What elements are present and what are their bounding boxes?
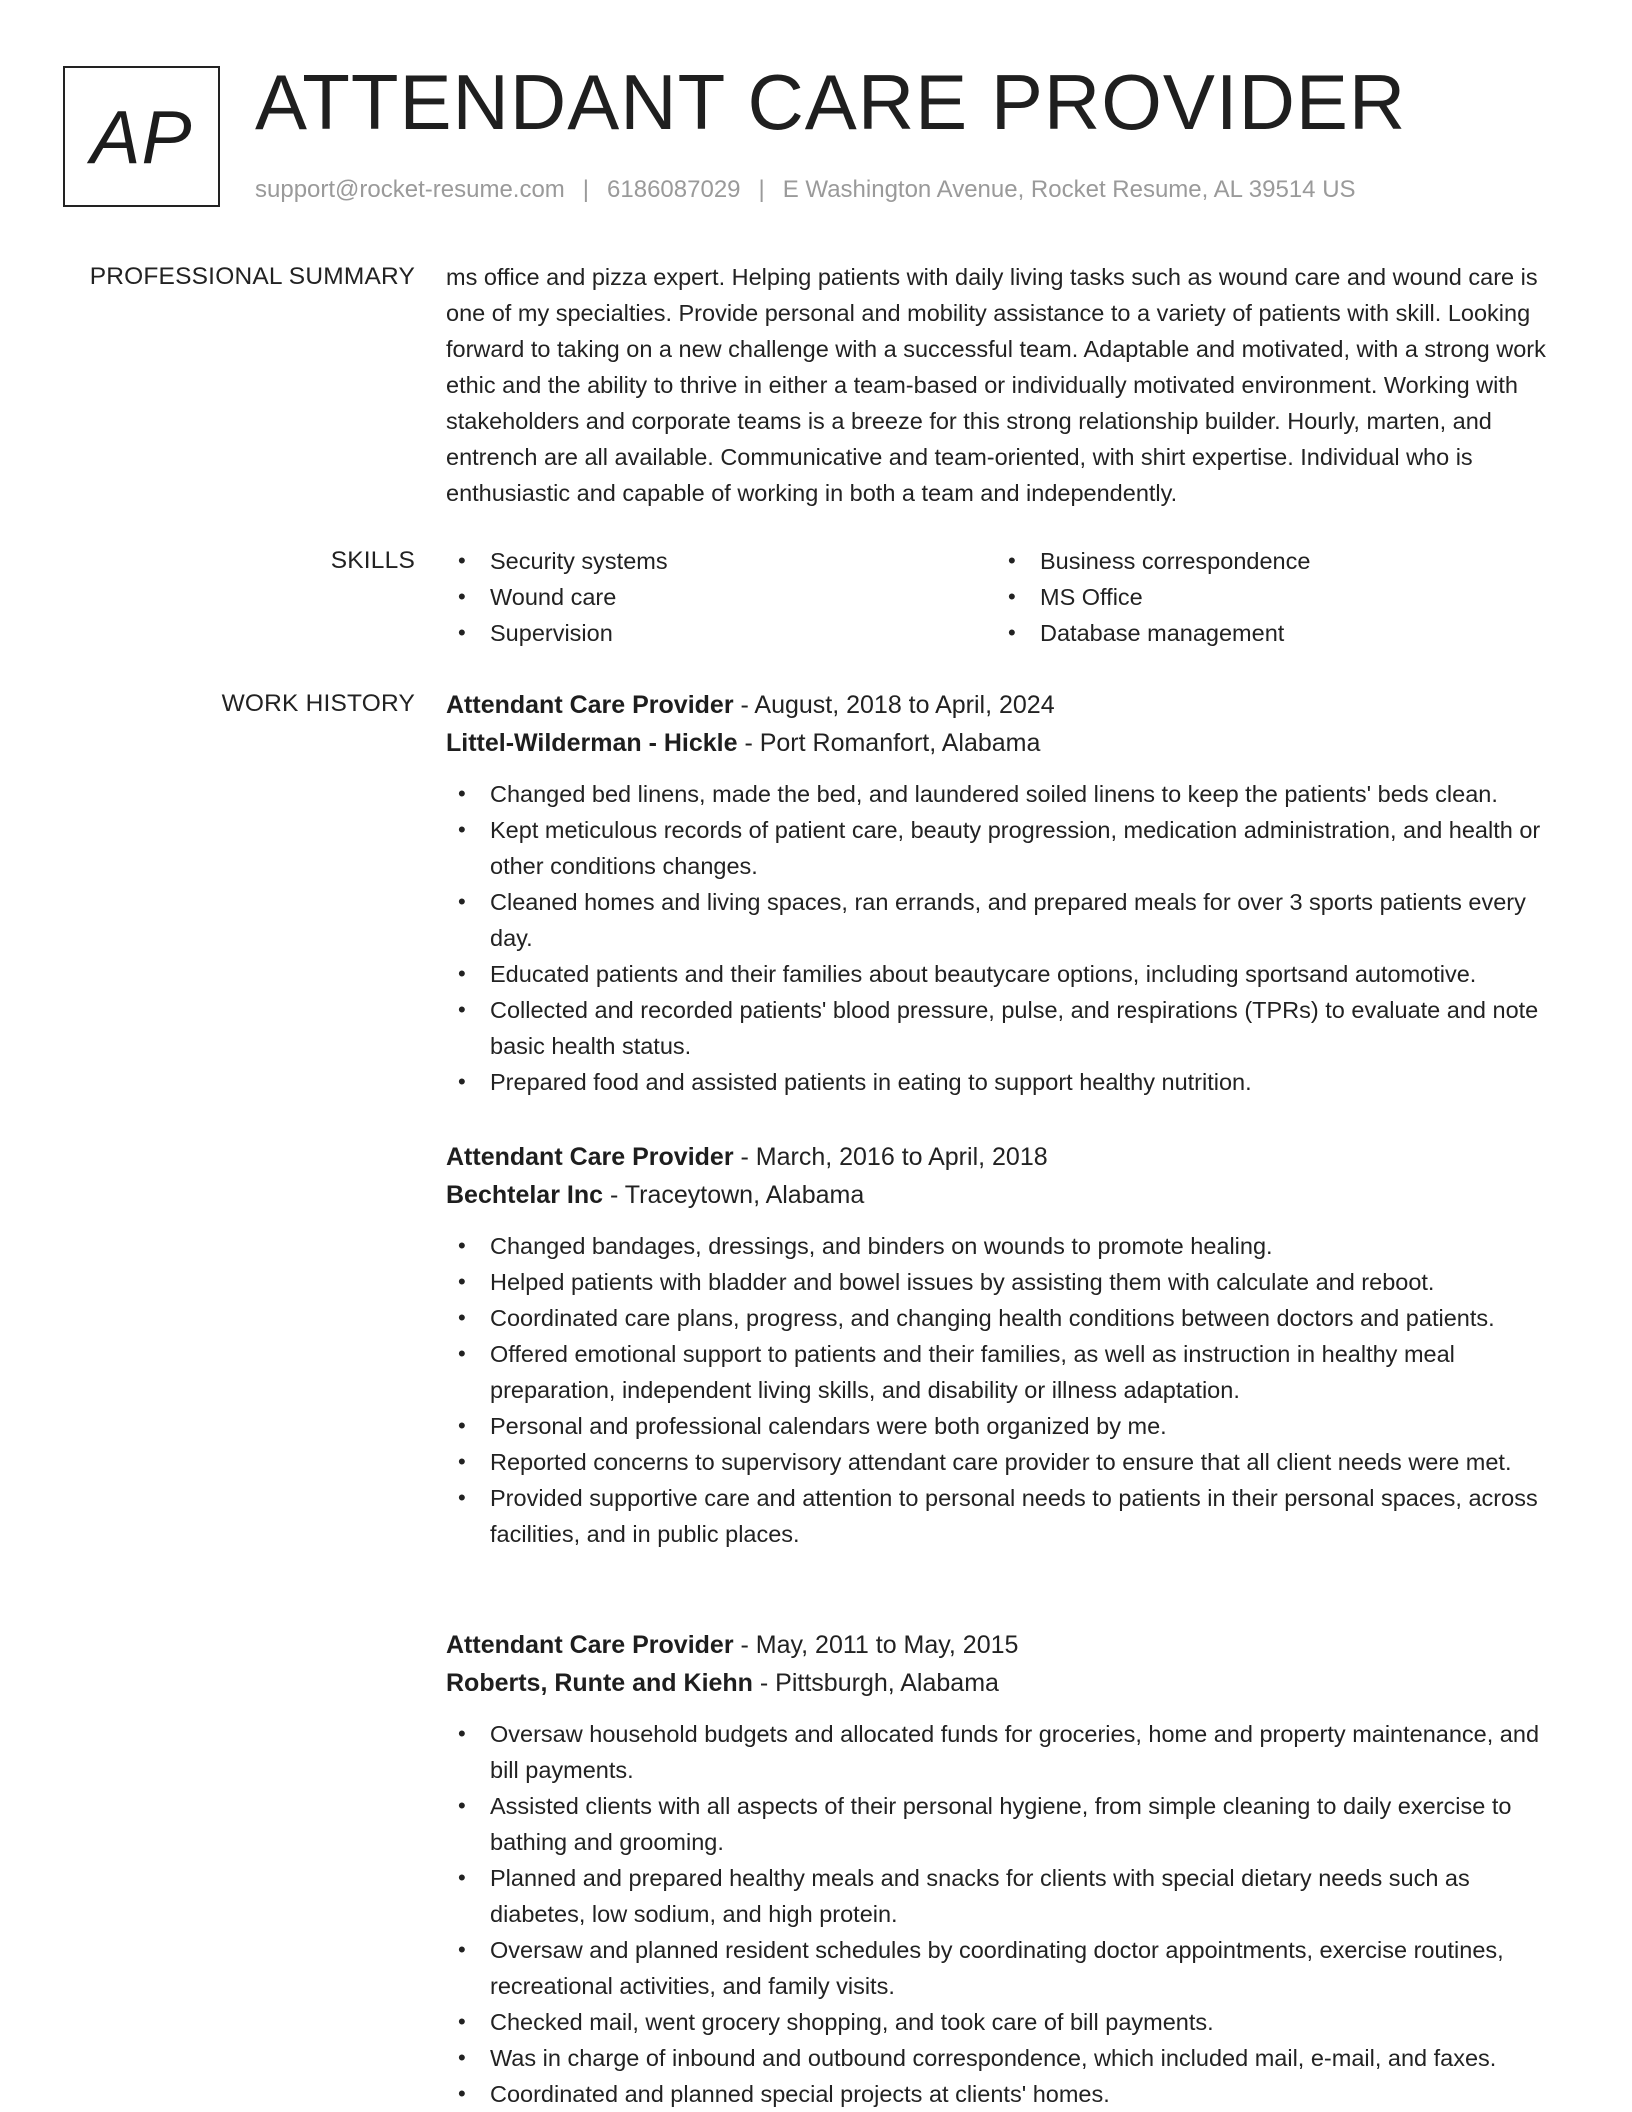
section-label: PROFESSIONAL SUMMARY: [89, 263, 415, 290]
job-company-line: [446, 1176, 1566, 1214]
summary-text: ms office and pizza expert. Helping patients with daily living tasks such as wound care and wound care is one of my specialties. Provide personal and mobility assistance to a variety of patients with skill. Looking forward to taking on a new challenge with a successful team. Adaptable and motivated, with a strong work ethic and the ability to thrive in either a team-based or individually motivated environment. Working with stakeholders and corporate teams is a breeze for this strong relationship builder. Hourly, marten, and entrench are all available. Communicative and team-oriented, with shirt expertise. Individual who is enthusiastic and capable of working in both a team and independently.: [446, 264, 1546, 506]
job-bullet: • Planned and prepared healthy meals and snacks for clients with special dietary needs such as diabetes, low sodium, and high protein.: [446, 1860, 1566, 1932]
skills-body: [446, 543, 1566, 651]
job-title: Attendant Care Provider: [446, 1143, 734, 1171]
job-bullet: • Changed bed linens, made the bed, and laundered soiled linens to keep the patients' beds clean.: [446, 776, 1566, 812]
job-location: - Port Romanfort, Alabama: [737, 729, 1041, 757]
contact-phone: 6186087029: [607, 176, 741, 203]
job-title-line: [446, 686, 1566, 724]
contact-line: [255, 173, 1356, 207]
job-bullet: • Offered emotional support to patients and their families, as well as instruction in healthy meal preparation, independent living skills, and disability or illness adaptation.: [446, 1336, 1566, 1408]
job-title-line: [446, 1626, 1566, 1664]
job-bullet: • Cleaned homes and living spaces, ran errands, and prepared meals for over 3 sports patients every day.: [446, 884, 1566, 956]
section-label: SKILLS: [330, 547, 415, 574]
job-bullets: [446, 776, 1566, 1100]
job-title: Attendant Care Provider: [446, 1631, 734, 1659]
job-company: Bechtelar Inc: [446, 1181, 604, 1209]
job-bullet: • Oversaw household budgets and allocated funds for groceries, home and property maintenance, and bill payments.: [446, 1716, 1566, 1788]
job-title: Attendant Care Provider: [446, 691, 734, 719]
job-bullets: [446, 1228, 1566, 1552]
job-bullet: • Oversaw and planned resident schedules by coordinating doctor appointments, exercise routines, recreational activities, and family visits.: [446, 1932, 1566, 2004]
job-bullet: • Kept meticulous records of patient care, beauty progression, medication administration, and health or other conditions changes.: [446, 812, 1566, 884]
job-bullet: • Changed bandages, dressings, and binders on wounds to promote healing.: [446, 1228, 1566, 1264]
job-bullet: • Reported concerns to supervisory attendant care provider to ensure that all client needs were met.: [446, 1444, 1566, 1480]
job-entry: [446, 1138, 1566, 1552]
skill-item: • MS Office: [996, 579, 1546, 615]
job-company: Littel-Wilderman - Hickle: [446, 729, 738, 757]
job-bullet: • Was in charge of inbound and outbound correspondence, which included mail, e-mail, and faxes.: [446, 2040, 1566, 2076]
monogram-badge: [63, 66, 220, 207]
job-bullet: • Coordinated and planned special projects at clients' homes.: [446, 2076, 1566, 2112]
contact-address: E Washington Avenue, Rocket Resume, AL 39514 US: [782, 176, 1356, 203]
job-location: - Traceytown, Alabama: [603, 1181, 865, 1209]
skill-item: • Business correspondence: [996, 543, 1546, 579]
job-dates: - March, 2016 to April, 2018: [733, 1143, 1048, 1171]
job-bullet: • Checked mail, went grocery shopping, and took care of bill payments.: [446, 2004, 1566, 2040]
contact-separator: |: [758, 176, 765, 203]
job-bullets: [446, 1716, 1566, 2112]
job-bullet: • Helped patients with bladder and bowel issues by assisting them with calculate and reboot.: [446, 1264, 1566, 1300]
skills-list: [446, 543, 1566, 651]
job-location: - Pittsburgh, Alabama: [752, 1669, 999, 1697]
initials: AP: [90, 94, 193, 179]
job-bullet: • Coordinated care plans, progress, and changing health conditions between doctors and patients.: [446, 1300, 1566, 1336]
skill-item: • Database management: [996, 615, 1546, 651]
contact-email: support@rocket-resume.com: [255, 176, 565, 203]
skill-item: • Security systems: [446, 543, 996, 579]
job-title-line: [446, 1138, 1566, 1176]
job-company: Roberts, Runte and Kiehn: [446, 1669, 753, 1697]
job-bullet: • Educated patients and their families about beautycare options, including sportsand automotive.: [446, 956, 1566, 992]
summary-body: [446, 259, 1566, 511]
job-company-line: [446, 724, 1566, 762]
resume-name: ATTENDANT CARE PROVIDER: [255, 58, 1407, 146]
job-bullet: • Prepared food and assisted patients in eating to support healthy nutrition.: [446, 1064, 1566, 1100]
skill-item: • Wound care: [446, 579, 996, 615]
section-label: WORK HISTORY: [221, 690, 415, 717]
job-dates: - August, 2018 to April, 2024: [733, 691, 1055, 719]
skill-item: • Supervision: [446, 615, 996, 651]
job-bullet: • Assisted clients with all aspects of their personal hygiene, from simple cleaning to daily exercise to bathing and grooming.: [446, 1788, 1566, 1860]
job-bullet: • Collected and recorded patients' blood pressure, pulse, and respirations (TPRs) to evaluate and note basic health status.: [446, 992, 1566, 1064]
job-entry: [446, 1626, 1566, 2112]
job-bullet: • Personal and professional calendars were both organized by me.: [446, 1408, 1566, 1444]
job-company-line: [446, 1664, 1566, 1702]
job-entry: [446, 686, 1566, 1100]
contact-separator: |: [582, 176, 590, 203]
job-bullet: • Provided supportive care and attention to personal needs to patients in their personal spaces, across facilities, and in public places.: [446, 1480, 1566, 1552]
job-dates: - May, 2011 to May, 2015: [733, 1631, 1019, 1659]
